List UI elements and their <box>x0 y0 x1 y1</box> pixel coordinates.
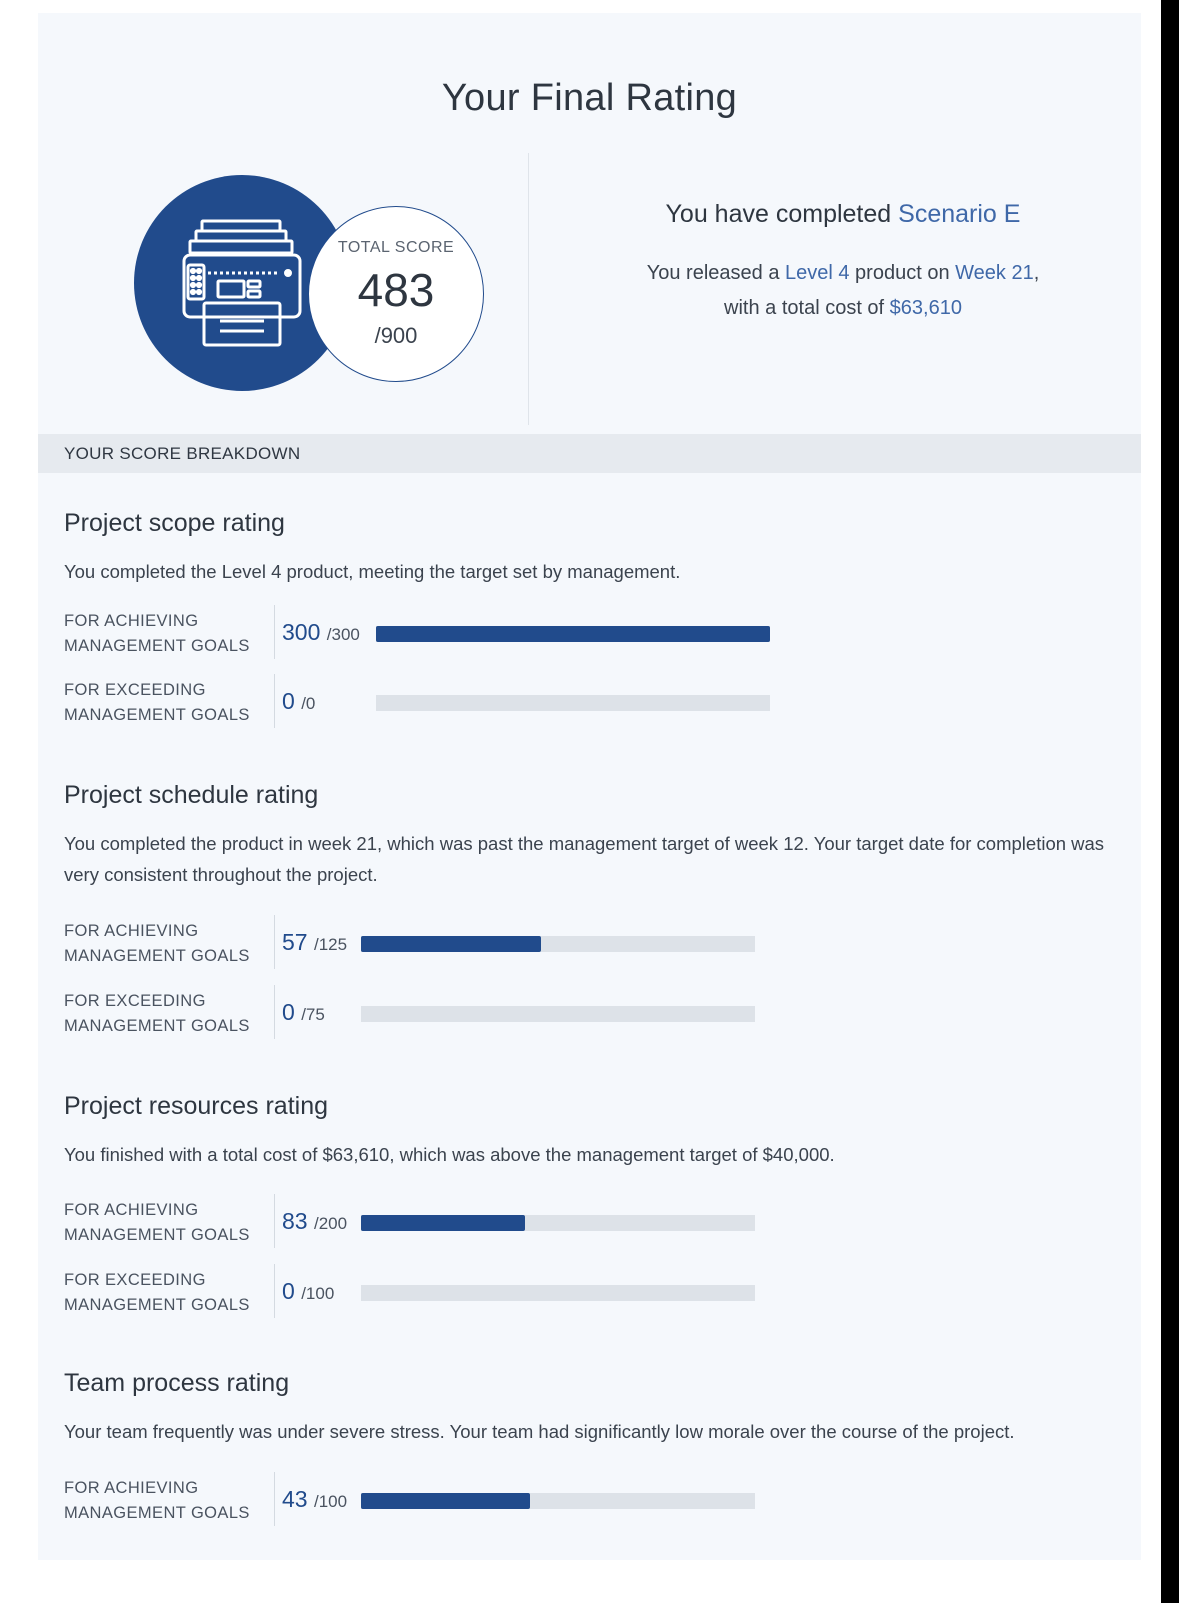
score-breakdown-label: YOUR SCORE BREAKDOWN <box>64 444 301 463</box>
release-level: Level 4 <box>785 262 850 284</box>
row-divider <box>274 915 275 969</box>
progress-fill <box>361 936 541 952</box>
progress-track <box>361 936 755 952</box>
release-cost: $63,610 <box>889 297 962 319</box>
release-text: with a total cost of <box>724 297 890 319</box>
row-score: 300 /300 <box>282 619 360 645</box>
row-divider <box>274 605 275 659</box>
row-label: FOR EXCEEDING MANAGEMENT GOALS <box>64 1271 250 1314</box>
score-row <box>64 1194 804 1248</box>
completion-prefix: You have completed <box>665 200 899 228</box>
release-text: You released a <box>646 262 785 284</box>
row-score: 0 /100 <box>282 1278 335 1304</box>
page-title: Your Final Rating <box>441 77 738 119</box>
scenario-name: Scenario E <box>898 200 1021 228</box>
header-divider <box>528 153 529 425</box>
progress-track <box>361 1215 755 1231</box>
final-rating-card <box>38 13 1141 1560</box>
progress-track <box>361 1493 755 1509</box>
row-score: 83 /200 <box>282 1208 348 1234</box>
progress-fill <box>361 1493 530 1509</box>
page-edge <box>1143 0 1161 1603</box>
row-divider <box>274 1194 275 1248</box>
row-label: FOR EXCEEDING MANAGEMENT GOALS <box>64 992 250 1035</box>
progress-track <box>376 626 770 642</box>
section-description: You completed the Level 4 product, meeting the target set by management. <box>64 561 681 582</box>
total-score-label: TOTAL SCORE <box>337 239 455 256</box>
section-title: Team process rating <box>64 1369 290 1397</box>
printer-icon <box>180 215 304 351</box>
window-border <box>1161 0 1179 1603</box>
section-title: Project schedule rating <box>64 781 319 809</box>
section-description: You finished with a total cost of $63,610, which was above the management target of $40,000. <box>64 1144 835 1165</box>
row-score: 0 /0 <box>282 688 316 714</box>
section-description: Your team frequently was under severe stress. Your team had significantly low morale over the course of the project. <box>64 1421 1015 1442</box>
progress-fill <box>361 1215 525 1231</box>
row-divider <box>274 1264 275 1318</box>
total-score-value: 483 <box>357 264 435 316</box>
progress-track <box>376 695 770 711</box>
progress-track <box>361 1006 755 1022</box>
release-summary <box>538 256 1148 326</box>
row-label: FOR ACHIEVING MANAGEMENT GOALS <box>64 1479 250 1522</box>
total-score-max: /900 <box>374 323 418 348</box>
score-row <box>64 674 804 728</box>
section-title: Project scope rating <box>64 509 285 537</box>
row-label: FOR ACHIEVING MANAGEMENT GOALS <box>64 612 250 655</box>
section-title: Project resources rating <box>64 1092 329 1120</box>
row-label: FOR EXCEEDING MANAGEMENT GOALS <box>64 681 250 724</box>
progress-track <box>361 1285 755 1301</box>
score-row <box>64 915 804 969</box>
row-score: 43 /100 <box>282 1486 348 1512</box>
row-divider <box>274 674 275 728</box>
row-label: FOR ACHIEVING MANAGEMENT GOALS <box>64 1201 250 1244</box>
row-divider <box>274 1472 275 1526</box>
score-row <box>64 605 804 659</box>
total-score-circle <box>308 206 484 382</box>
completion-heading <box>538 200 1148 229</box>
row-score: 0 /75 <box>282 999 325 1025</box>
row-divider <box>274 985 275 1039</box>
row-label: FOR ACHIEVING MANAGEMENT GOALS <box>64 922 250 965</box>
release-text: , <box>1033 262 1040 284</box>
section-description: You completed the product in week 21, which was past the management target of week 12. Your target date for completion was very consistent throughout the project. <box>64 833 1105 885</box>
row-score: 57 /125 <box>282 929 348 955</box>
progress-fill <box>376 626 770 642</box>
score-row <box>64 1264 804 1318</box>
score-row <box>64 1472 804 1526</box>
score-breakdown-header <box>38 434 1141 473</box>
release-week: Week 21 <box>955 262 1034 284</box>
release-text: product on <box>849 262 956 284</box>
score-row <box>64 985 804 1039</box>
